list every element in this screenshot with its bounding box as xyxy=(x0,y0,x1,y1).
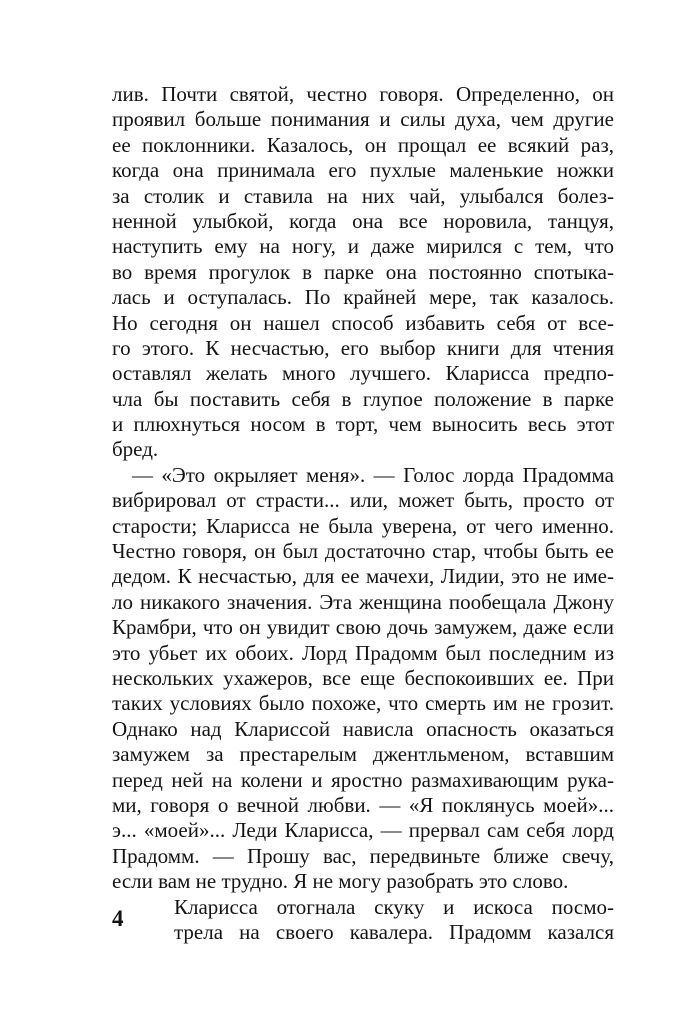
text-line: ее поклонники. Казалось, он прощал ее всякий раз, xyxy=(112,132,614,157)
text-line: лив. Почти святой, честно говоря. Определенно, он xyxy=(112,82,614,106)
text-line: Прадомм. — Прошу вас, передвиньте ближе свечу, xyxy=(112,843,614,868)
text-line: ло никакого значения. Эта женщина пообещала Джону xyxy=(112,589,614,614)
text-line: наступить ему на ногу, и даже мирился с тем, что xyxy=(112,234,614,259)
text-line: таких условиях было похоже, что смерть им не грозит. xyxy=(112,691,614,716)
text-line: замужем за престарелым джентльменом, вставшим xyxy=(112,742,614,767)
body-text xyxy=(112,82,614,945)
text-line: нескольких ухажеров, все еще беспокоивших ее. При xyxy=(112,665,614,690)
text-line: го этого. К несчастью, его выбор книги для чтения xyxy=(112,335,614,360)
text-line-paragraph-end: бред. xyxy=(112,437,159,462)
text-line: Но сегодня он нашел способ избавить себя от все- xyxy=(112,310,614,335)
text-line: за столик и ставила на них чай, улыбался болез- xyxy=(112,183,614,208)
text-line: лась и оступалась. По крайней мере, так казалось. xyxy=(112,285,614,310)
text-line: когда она принимала его пухлые маленькие ножки xyxy=(112,158,614,183)
text-line: старости; Кларисса не была уверена, от чего именно. xyxy=(112,513,614,538)
text-line: во время прогулок в парке она постоянно спотыка- xyxy=(112,259,614,284)
text-line: ненной улыбкой, когда она все норовила, танцуя, xyxy=(112,208,614,233)
text-line: Честно говоря, он был достаточно стар, чтобы быть ее xyxy=(112,539,614,564)
text-line: перед ней на колени и яростно размахивающим рука- xyxy=(112,767,614,792)
text-line: это убьет их обоих. Лорд Прадомм был последним из xyxy=(112,640,614,665)
text-line: оставлял желать много лучшего. Кларисса предпо- xyxy=(112,361,614,386)
text-line: э... «моей»... Леди Кларисса, — прервал сам себя лорд xyxy=(112,818,614,843)
text-line: вибрировал от страсти... или, может быть, просто от xyxy=(112,488,614,513)
page-number: 4 xyxy=(112,906,124,931)
text-line: Однако над Клариссой нависла опасность оказаться xyxy=(112,716,614,741)
text-line: ми, говоря о вечной любви. — «Я поклянусь моей»... xyxy=(112,792,614,817)
text-line: чла бы поставить себя в глупое положение в парке xyxy=(112,386,614,411)
text-line: и плюхнуться носом в торт, чем выносить весь этот xyxy=(112,412,614,437)
text-line-paragraph-start: — «Это окрыляет меня». — Голос лорда Прадомма xyxy=(132,462,614,487)
text-line: дедом. К несчастью, для ее мачехи, Лидии, это не име- xyxy=(112,564,614,589)
text-line: Крамбри, что он увидит свою дочь замужем, даже если xyxy=(112,615,614,640)
text-line: проявил больше понимания и силы духа, чем другие xyxy=(112,107,614,132)
text-line: трела на своего кавалера. Прадомм казался xyxy=(174,919,614,944)
text-line-paragraph-end: если вам не трудно. Я не могу разобрать это слово. xyxy=(112,869,569,894)
text-line-paragraph-start: Кларисса отогнала скуку и искоса посмо- xyxy=(174,894,614,919)
